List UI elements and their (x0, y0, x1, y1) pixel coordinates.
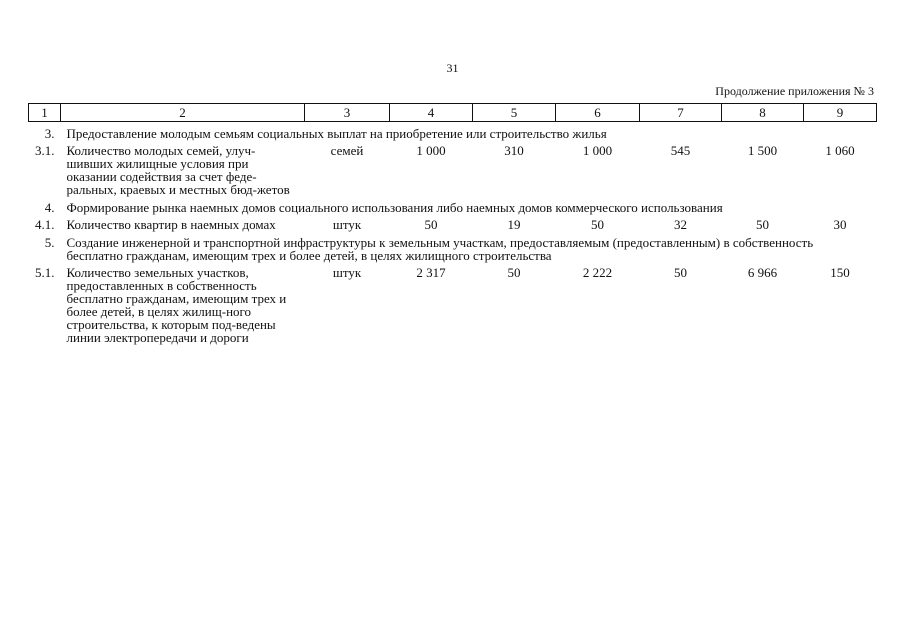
section-number: 5. (44, 235, 55, 250)
row-number: 3.1. (35, 143, 55, 158)
table-row (29, 218, 877, 231)
header-cell: 5 (473, 104, 556, 122)
row-value: 1 000 (416, 143, 446, 158)
row-number: 5.1. (35, 265, 55, 280)
section-title: Формирование рынка наемных домов социального использования либо наемных домов коммерческого использования (66, 200, 723, 215)
section-row (29, 122, 877, 141)
table-row (29, 266, 877, 344)
table-header-row (29, 104, 877, 122)
row-label: Количество земельных участков, предоставленных в собственность бесплатно гражданам, имеющим трех и более детей, в целях жилищ-ного строительства, к которым под-ведены линии электропередачи и дороги (66, 265, 287, 345)
header-cell: 1 (29, 104, 61, 122)
row-value: 19 (507, 217, 521, 232)
row-unit: штук (332, 265, 362, 280)
row-unit: штук (332, 217, 362, 232)
section-title: Создание инженерной и транспортной инфраструктуры к земельным участкам, предоставляемым (предоставленным) в собственность бесплатно гражданам, имеющим трех и более детей, в целях жилищного строительства (66, 235, 814, 263)
row-value: 150 (830, 265, 850, 280)
row-value: 1 000 (582, 143, 613, 158)
row-value: 2 317 (416, 265, 446, 280)
header-cell: 8 (722, 104, 804, 122)
header-cell: 7 (640, 104, 722, 122)
section-number: 4. (44, 200, 55, 215)
row-value: 1 060 (825, 143, 855, 158)
row-value: 30 (833, 217, 847, 232)
row-value: 50 (674, 265, 687, 280)
row-label: Количество молодых семей, улуч-шивших жилищные условия при оказании содействия за счет феде-ральных, краевых и местных бюд-жетов (66, 143, 290, 197)
row-value: 2 222 (582, 265, 613, 280)
header-cell: 4 (390, 104, 473, 122)
section-row (29, 196, 877, 214)
row-label: Количество квартир в наемных домах (66, 217, 276, 232)
row-value: 310 (504, 143, 524, 158)
header-cell: 6 (556, 104, 640, 122)
header-cell: 9 (804, 104, 877, 122)
row-value: 545 (670, 143, 691, 158)
indicators-table (28, 103, 877, 344)
table-row (29, 144, 877, 196)
section-number: 3. (44, 126, 55, 141)
row-value: 6 966 (747, 265, 778, 280)
header-cell: 3 (305, 104, 390, 122)
section-row (29, 231, 877, 262)
row-value: 50 (591, 217, 604, 232)
row-unit: семей (330, 143, 364, 158)
row-value: 1 500 (747, 143, 778, 158)
section-title: Предоставление молодым семьям социальных выплат на приобретение или строительство жилья (66, 126, 607, 141)
row-value: 50 (507, 265, 521, 280)
page-number: 31 (446, 61, 459, 75)
row-value: 50 (424, 217, 438, 232)
header-cell: 2 (61, 104, 305, 122)
row-number: 4.1. (35, 217, 55, 232)
appendix-continuation-label: Продолжение приложения № 3 (715, 84, 874, 98)
row-value: 50 (756, 217, 769, 232)
row-value: 32 (674, 217, 687, 232)
